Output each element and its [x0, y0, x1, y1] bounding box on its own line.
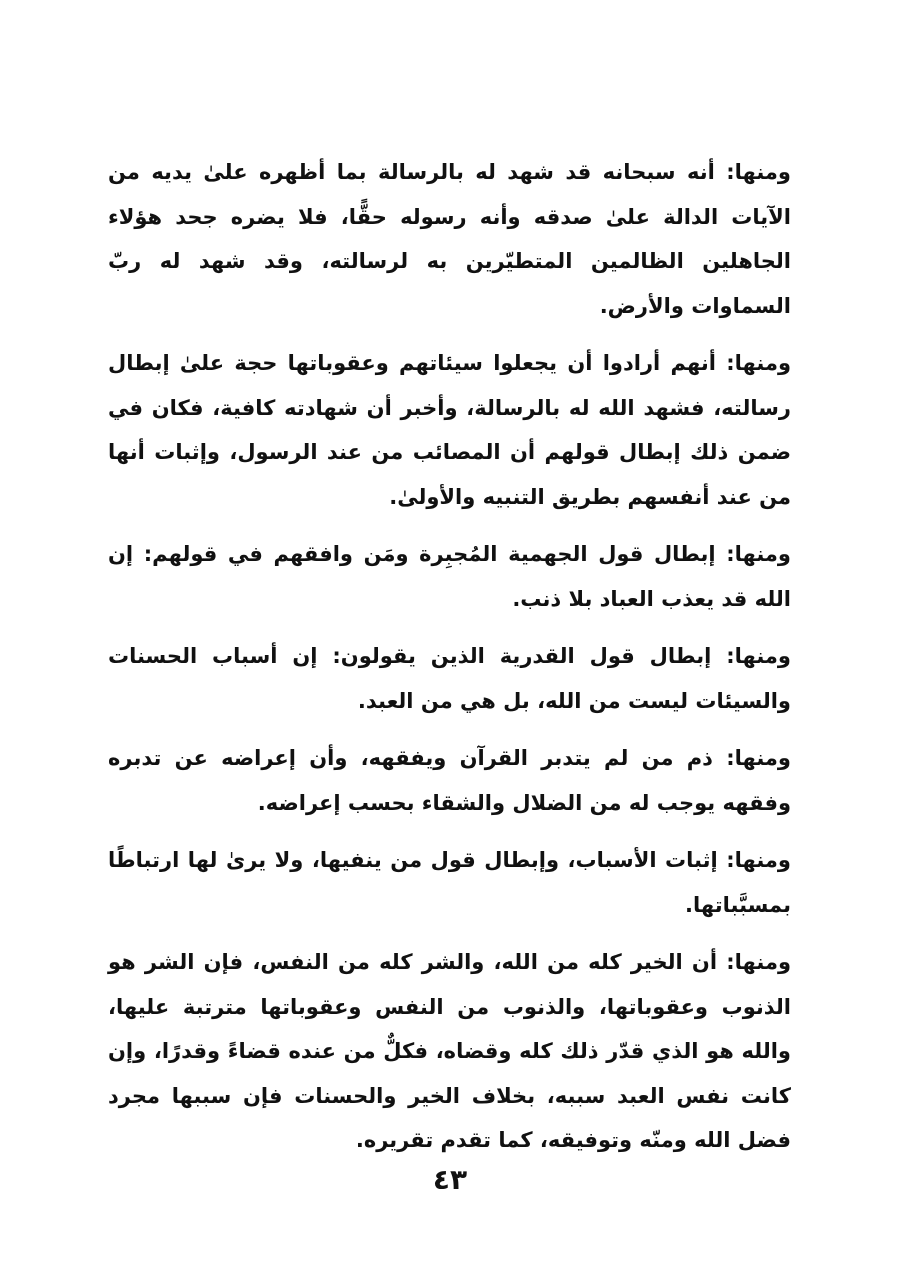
paragraph-5: ومنها: ذم من لم يتدبر القرآن ويفقهه، وأن إعراضه عن تدبره وفقهه يوجب له من الضلال والشقاء بحسب إعراضه. — [108, 746, 791, 815]
paragraph-4: ومنها: إبطال قول القدرية الذين يقولون: إن أسباب الحسنات والسيئات ليست من الله، بل هي من العبد. — [108, 644, 791, 713]
paragraph-3: ومنها: إبطال قول الجهمية المُجبِرة ومَن وافقهم في قولهم: إن الله قد يعذب العباد بلا ذنب. — [108, 542, 791, 611]
page-number: ٤٣ — [432, 1163, 468, 1196]
paragraph-2: ومنها: أنهم أرادوا أن يجعلوا سيئاتهم وعقوباتها حجة علىٰ إبطال رسالته، فشهد الله له بالرسالة، وأخبر أن شهادته كافية، فكان في ضمن ذلك إبطال قولهم أن المصائب من عند الرسول، وإثبات أنها من عند أنفسهم بطريق التنبيه والأولىٰ. — [108, 351, 791, 509]
paragraph-6: ومنها: إثبات الأسباب، وإبطال قول من ينفيها، ولا يرىٰ لها ارتباطًا بمسبَّباتها. — [108, 848, 791, 917]
body-text — [108, 150, 791, 1176]
paragraph-1: ومنها: أنه سبحانه قد شهد له بالرسالة بما أظهره علىٰ يديه من الآيات الدالة علىٰ صدقه وأنه رسوله حقًّا، فلا يضره جحد هؤلاء الجاهلين الظالمين المتطيّرين به لرسالته، وقد شهد له ربّ السماوات والأرض. — [108, 160, 791, 318]
paragraph-7: ومنها: أن الخير كله من الله، والشر كله من النفس، فإن الشر هو الذنوب وعقوباتها، والذنوب من النفس وعقوباتها مترتبة عليها، والله هو الذي قدّر ذلك كله وقضاه، فكلٌّ من عنده قضاءً وقدرًا، وإن كانت نفس العبد سببه، بخلاف الخير والحسنات فإن سببها مجرد فضل الله ومنّه وتوفيقه، كما تقدم تقريره. — [108, 950, 791, 1152]
